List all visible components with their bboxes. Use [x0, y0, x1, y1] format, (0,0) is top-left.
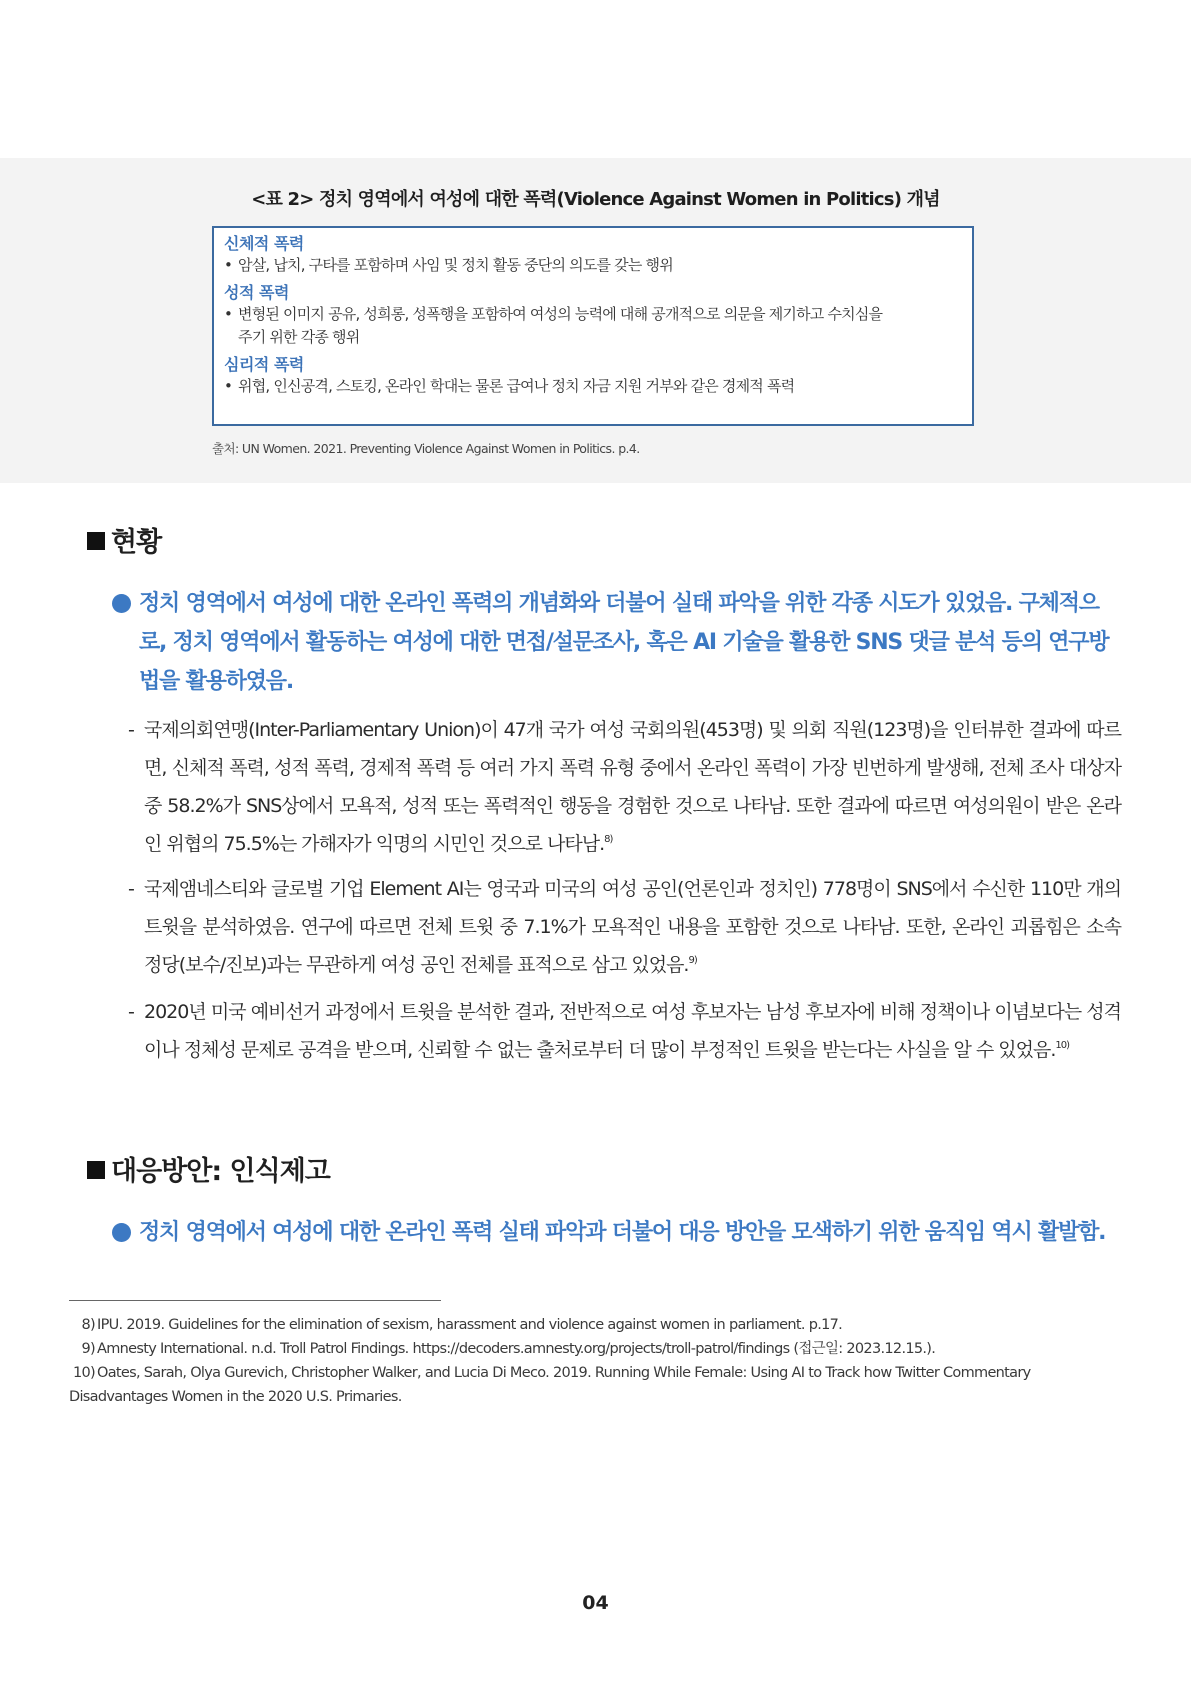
- section-heading-response: 대응방안: 인식제고: [87, 1149, 330, 1188]
- footnote-10-continued: Disadvantages Women in the 2020 U.S. Primaries.: [69, 1389, 402, 1405]
- lead-statement-2: 정치 영역에서 여성에 대한 온라인 폭력 실태 파악과 더불어 대응 방안을 모색하기 위한 움직임 역시 활발함.: [112, 1213, 1122, 1252]
- point-amnesty: - 국제앰네스티와 글로벌 기업 Element AI는 영국과 미국의 여성 공인(언론인과 정치인) 778명이 SNS에서 수신한 110만 개의 트윗을 분석하였음. 연구에 따르면 전체 트윗 중 7.1%가 모욕적인 내용을 포함한 것으로 나타남. 또한, 온라인 괴롭힘은 소속 정당(보수/진보)과는 무관하게 여성 공인 전체를 표적으로 삼고 있었음.$^{9)}$: [128, 870, 1121, 984]
- footnote-9: 9) Amnesty International. n.d. Troll Patrol Findings. https://decoders.amnesty.org/projects/troll-patrol/findings (접근일: 2023.12.15.).: [81, 1341, 936, 1357]
- footnote-ref: 9): [688, 955, 697, 966]
- concept-item-physical: [224, 234, 960, 277]
- footnote-ref: 8): [604, 834, 613, 845]
- point-ipu: - 국제의회연맹(Inter-Parliamentary Union)이 47개 국가 여성 국회의원(453명) 및 의회 직원(123명)을 인터뷰한 결과에 따르면, 신체적 폭력, 성적 폭력, 경제적 폭력 등 여러 가지 폭력 유형 중에서 온라인 폭력이 가장 빈번하게 발생해, 전체 조사 대상자 중 58.2%가 SNS상에서 모욕적, 성적 또는 폭력적인 행동을 경험한 것으로 나타남. 또한 결과에 따르면 여성의원이 받은 온라인 위협의 75.5%는 가해자가 익명의 시민인 것으로 나타남.$^{8)}$: [128, 711, 1121, 863]
- concept-heading: 성적 폭력: [224, 283, 289, 302]
- dash-marker: -: [128, 878, 134, 900]
- section-heading-status: 현황: [87, 520, 161, 559]
- concept-box: [212, 226, 974, 426]
- concept-description: • 변형된 이미지 공유, 성희롱, 성폭행을 포함하여 여성의 능력에 대해 공개적으로 의문을 제기하고 수치심을 주기 위한 각종 행위: [224, 305, 883, 346]
- bullet-icon: •: [224, 256, 233, 274]
- footnote-divider: [69, 1300, 441, 1301]
- footnote-ref: 10): [1055, 1040, 1070, 1051]
- square-bullet-icon: [87, 1161, 105, 1179]
- concept-item-sexual: [224, 283, 960, 349]
- circle-bullet-icon: [112, 594, 131, 613]
- point-primary-election: - 2020년 미국 예비선거 과정에서 트윗을 분석한 결과, 전반적으로 여성 후보자는 남성 후보자에 비해 정책이나 이념보다는 성격이나 정체성 문제로 공격을 받으며, 신뢰할 수 없는 출처로부터 더 많이 부정적인 트윗을 받는다는 사실을 알 수 있었음.$^{10)}$: [128, 993, 1121, 1069]
- concept-description: • 위협, 인신공격, 스토킹, 온라인 학대는 물론 급여나 정치 자금 지원 거부와 같은 경제적 폭력: [224, 375, 960, 398]
- table-panel: [0, 158, 1191, 483]
- concept-description: • 암살, 납치, 구타를 포함하며 사임 및 정치 활동 중단의 의도를 갖는 행위: [224, 254, 960, 277]
- concept-item-psychological: [224, 355, 960, 398]
- bullet-icon: •: [224, 305, 233, 323]
- footnote-10: 10) Oates, Sarah, Olya Gurevich, Christopher Walker, and Lucia Di Meco. 2019. Running While Female: Using AI to Track how Twitter Commentary: [72, 1365, 1031, 1381]
- square-bullet-icon: [87, 532, 105, 550]
- dash-marker: -: [128, 1001, 134, 1023]
- concept-heading: 심리적 폭력: [224, 355, 304, 374]
- table-caption: <표 2> 정치 영역에서 여성에 대한 폭력(Violence Against Women in Politics) 개념: [251, 189, 940, 210]
- concept-heading: 신체적 폭력: [224, 234, 304, 253]
- page-number: 04: [582, 1592, 609, 1614]
- footnote-8: 8) IPU. 2019. Guidelines for the elimination of sexism, harassment and violence against women in parliament. p.17.: [81, 1317, 843, 1333]
- lead-statement: 정치 영역에서 여성에 대한 온라인 폭력의 개념화와 더불어 실태 파악을 위한 각종 시도가 있었음. 구체적으로, 정치 영역에서 활동하는 여성에 대한 면접/설문조사, 혹은 AI 기술을 활용한 SNS 댓글 분석 등의 연구방법을 활용하였음.: [112, 584, 1122, 701]
- dash-marker: -: [128, 719, 134, 741]
- table-source: 출처: UN Women. 2021. Preventing Violence Against Women in Politics. p.4.: [212, 441, 640, 456]
- bullet-icon: •: [224, 377, 233, 395]
- circle-bullet-icon: [112, 1223, 131, 1242]
